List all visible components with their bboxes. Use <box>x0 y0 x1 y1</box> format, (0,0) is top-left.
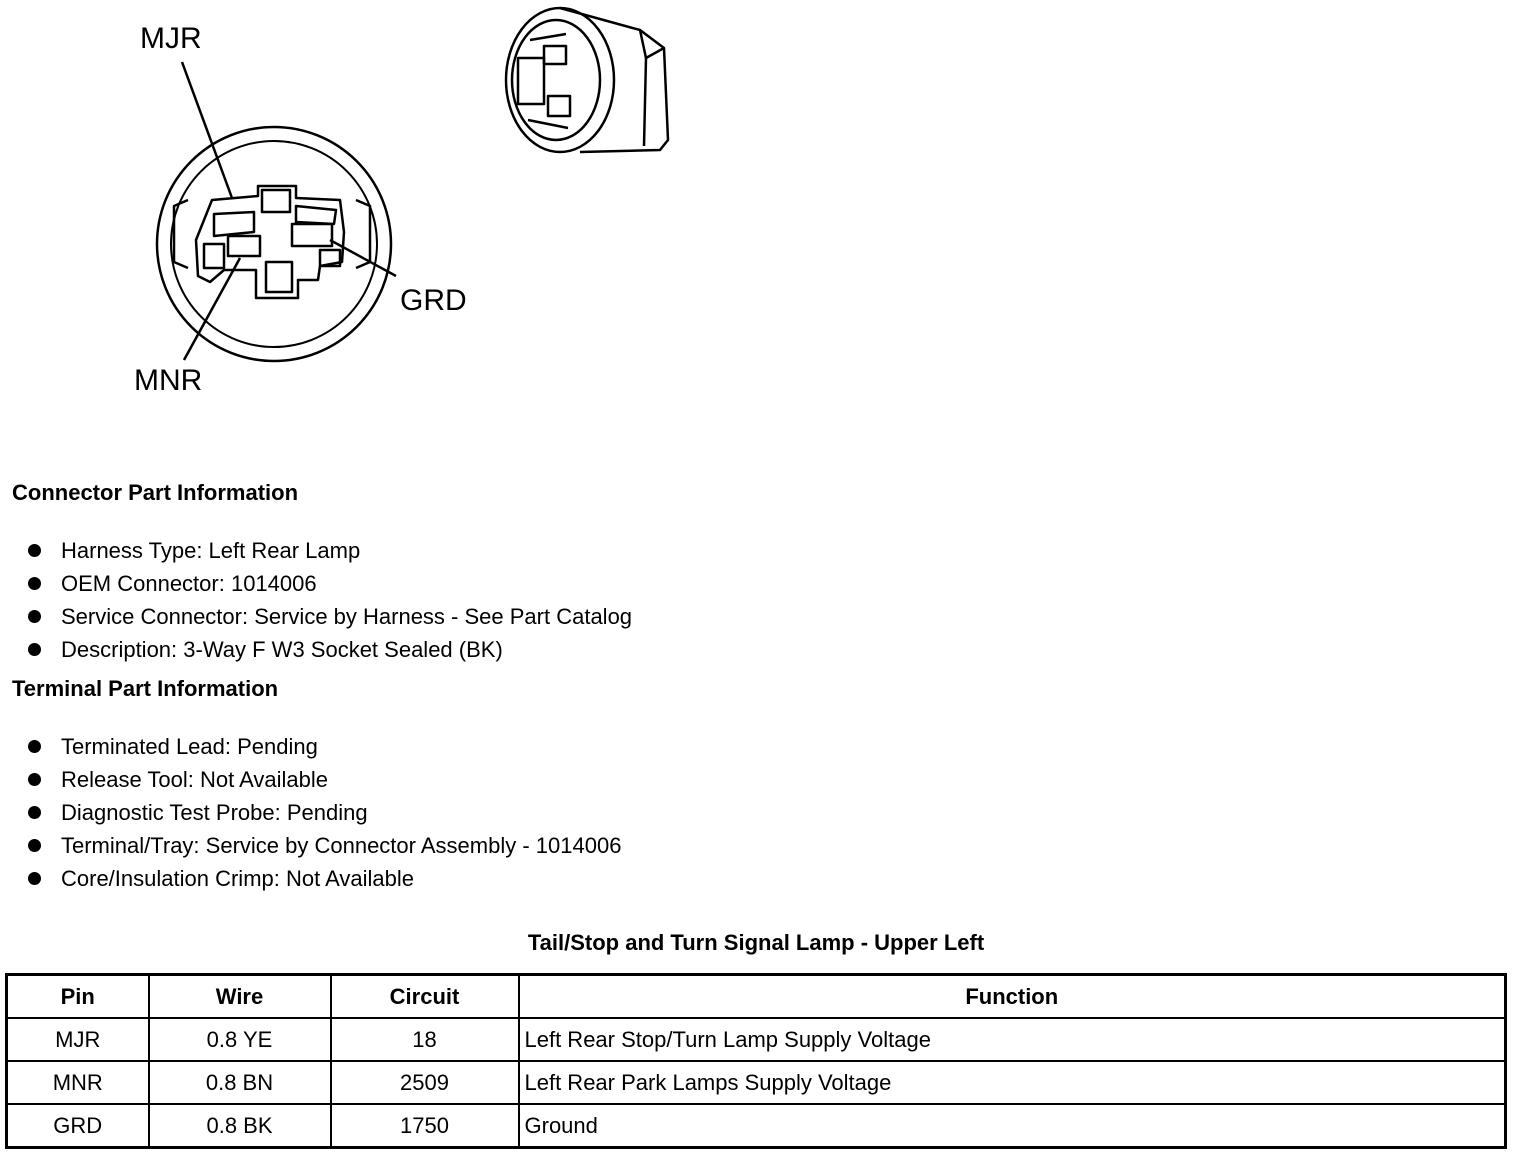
connector-inner-ring <box>171 141 377 347</box>
pin-cell: MJR <box>7 1018 149 1061</box>
mnr-terminal <box>228 236 260 256</box>
connector-outer-ring <box>157 127 391 361</box>
connector-part-info-heading: Connector Part Information <box>12 480 299 505</box>
grd-pin-label: GRD <box>400 284 467 317</box>
bullet-icon <box>28 740 41 753</box>
terminal-housing <box>196 186 344 298</box>
mjr-pin-label: MJR <box>140 22 202 55</box>
bullet-icon <box>28 839 41 852</box>
bullet-icon <box>28 643 41 656</box>
connector-face-diagram <box>0 0 1520 460</box>
table-row <box>7 1061 1506 1104</box>
mjr-terminal <box>262 190 290 212</box>
mnr-pin-label: MNR <box>134 364 203 397</box>
function-cell: Left Rear Park Lamps Supply Voltage <box>519 1061 1506 1104</box>
function-cell: Ground <box>519 1104 1506 1148</box>
wire-cell: 0.8 YE <box>149 1018 331 1061</box>
list-item: Diagnostic Test Probe: Pending <box>28 796 621 829</box>
socket-3d-view <box>506 8 668 152</box>
connector-part-info-list <box>28 534 632 666</box>
table-row <box>7 1018 1506 1061</box>
pin-cell: MNR <box>7 1061 149 1104</box>
function-cell: Left Rear Stop/Turn Lamp Supply Voltage <box>519 1018 1506 1061</box>
pin-table-title: Tail/Stop and Turn Signal Lamp - Upper Left <box>527 930 985 955</box>
bullet-icon <box>28 773 41 786</box>
grd-terminal <box>292 224 332 246</box>
list-item: Terminated Lead: Pending <box>28 730 621 763</box>
bullet-icon <box>28 577 41 590</box>
list-item: Core/Insulation Crimp: Not Available <box>28 862 621 895</box>
terminal-part-info-heading: Terminal Part Information <box>12 676 279 701</box>
list-item: Service Connector: Service by Harness - See Part Catalog <box>28 600 632 633</box>
bullet-icon <box>28 544 41 557</box>
mjr-leader-line <box>182 62 232 198</box>
list-item: Terminal/Tray: Service by Connector Assembly - 1014006 <box>28 829 621 862</box>
mnr-leader-line <box>184 258 240 360</box>
list-item: OEM Connector: 1014006 <box>28 567 632 600</box>
list-item: Harness Type: Left Rear Lamp <box>28 534 632 567</box>
column-header-function: Function <box>519 975 1506 1019</box>
pin-cell: GRD <box>7 1104 149 1148</box>
table-header-row <box>7 975 1506 1019</box>
circuit-cell: 2509 <box>331 1061 519 1104</box>
wire-cell: 0.8 BN <box>149 1061 331 1104</box>
terminal-part-info-list <box>28 730 621 895</box>
pin-table <box>5 973 1507 1149</box>
bullet-icon <box>28 872 41 885</box>
table-row <box>7 1104 1506 1148</box>
column-header-pin: Pin <box>7 975 149 1019</box>
bullet-icon <box>28 806 41 819</box>
circuit-cell: 1750 <box>331 1104 519 1148</box>
column-header-wire: Wire <box>149 975 331 1019</box>
bullet-icon <box>28 610 41 623</box>
circuit-cell: 18 <box>331 1018 519 1061</box>
center-terminal <box>266 262 292 292</box>
list-item: Description: 3-Way F W3 Socket Sealed (BK) <box>28 633 632 666</box>
column-header-circuit: Circuit <box>331 975 519 1019</box>
list-item: Release Tool: Not Available <box>28 763 621 796</box>
wire-cell: 0.8 BK <box>149 1104 331 1148</box>
